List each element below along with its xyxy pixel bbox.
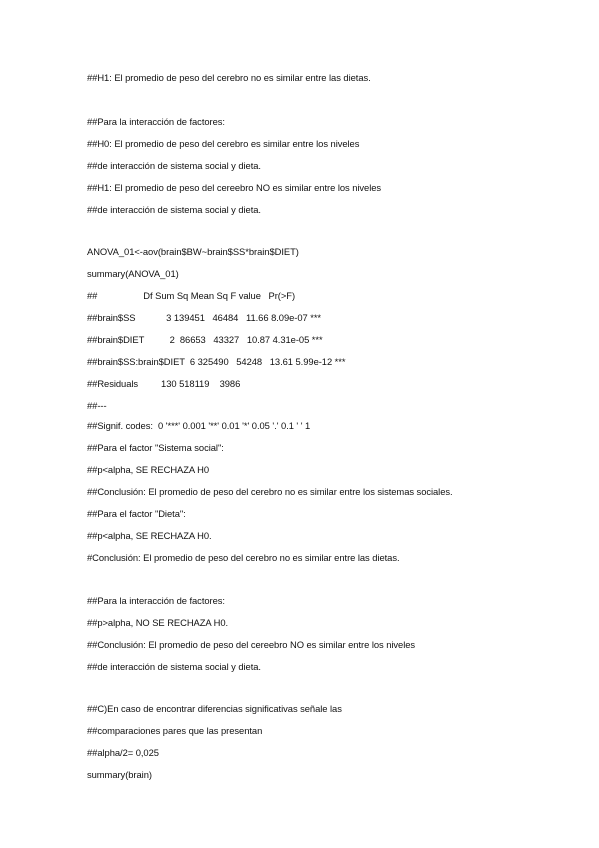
signif-codes: ##Signif. codes: 0 '***' 0.001 '**' 0.01 '*' 0.05 '.' 0.1 ' ' 1 xyxy=(87,420,311,431)
text-line: ##Para el factor "Sistema social": xyxy=(87,442,224,453)
code-line: ANOVA_01<-aov(brain$BW~brain$SS*brain$DIET) xyxy=(87,246,299,257)
text-line: ##Conclusión: El promedio de peso del cerebro no es similar entre los sistemas sociales. xyxy=(87,486,453,497)
text-line: #Conclusión: El promedio de peso del cerebro no es similar entre las dietas. xyxy=(87,552,400,563)
anova-row-interaction: ##brain$SS:brain$DIET 6 325490 54248 13.61 5.99e-12 *** xyxy=(87,356,346,367)
text-line: ##comparaciones pares que las presentan xyxy=(87,725,263,736)
anova-row-residuals: ##Residuals 130 518119 3986 xyxy=(87,378,241,389)
text-line: ##de interacción de sistema social y dieta. xyxy=(87,204,261,215)
text-line: ##de interacción de sistema social y dieta. xyxy=(87,160,261,171)
anova-row-diet: ##brain$DIET 2 86653 43327 10.87 4.31e-05 *** xyxy=(87,334,323,345)
text-line: ##Para la interacción de factores: xyxy=(87,116,225,127)
text-line: ##Para la interacción de factores: xyxy=(87,595,225,606)
text-line: ##Para el factor "Dieta": xyxy=(87,508,186,519)
text-line: ##H1: El promedio de peso del cereebro NO es similar entre los niveles xyxy=(87,182,382,193)
text-line: ##C)En caso de encontrar diferencias significativas señale las xyxy=(87,703,342,714)
text-line: ##de interacción de sistema social y dieta. xyxy=(87,661,261,672)
text-line: ##H0: El promedio de peso del cerebro es similar entre los niveles xyxy=(87,138,360,149)
text-line: ##p>alpha, NO SE RECHAZA H0. xyxy=(87,617,229,628)
code-line: summary(brain) xyxy=(87,769,152,780)
text-line: ##H1: El promedio de peso del cerebro no es similar entre las dietas. xyxy=(87,72,371,83)
anova-table-header: ## Df Sum Sq Mean Sq F value Pr(>F) xyxy=(87,290,296,301)
code-line: summary(ANOVA_01) xyxy=(87,268,179,279)
anova-row-ss: ##brain$SS 3 139451 46484 11.66 8.09e-07 *** xyxy=(87,312,322,323)
text-line: ##p<alpha, SE RECHAZA H0 xyxy=(87,464,210,475)
text-line: ##p<alpha, SE RECHAZA H0. xyxy=(87,530,212,541)
text-line: ##Conclusión: El promedio de peso del cereebro NO es similar entre los niveles xyxy=(87,639,416,650)
anova-separator: ##--- xyxy=(87,400,107,411)
text-line: ##alpha/2= 0,025 xyxy=(87,747,159,758)
